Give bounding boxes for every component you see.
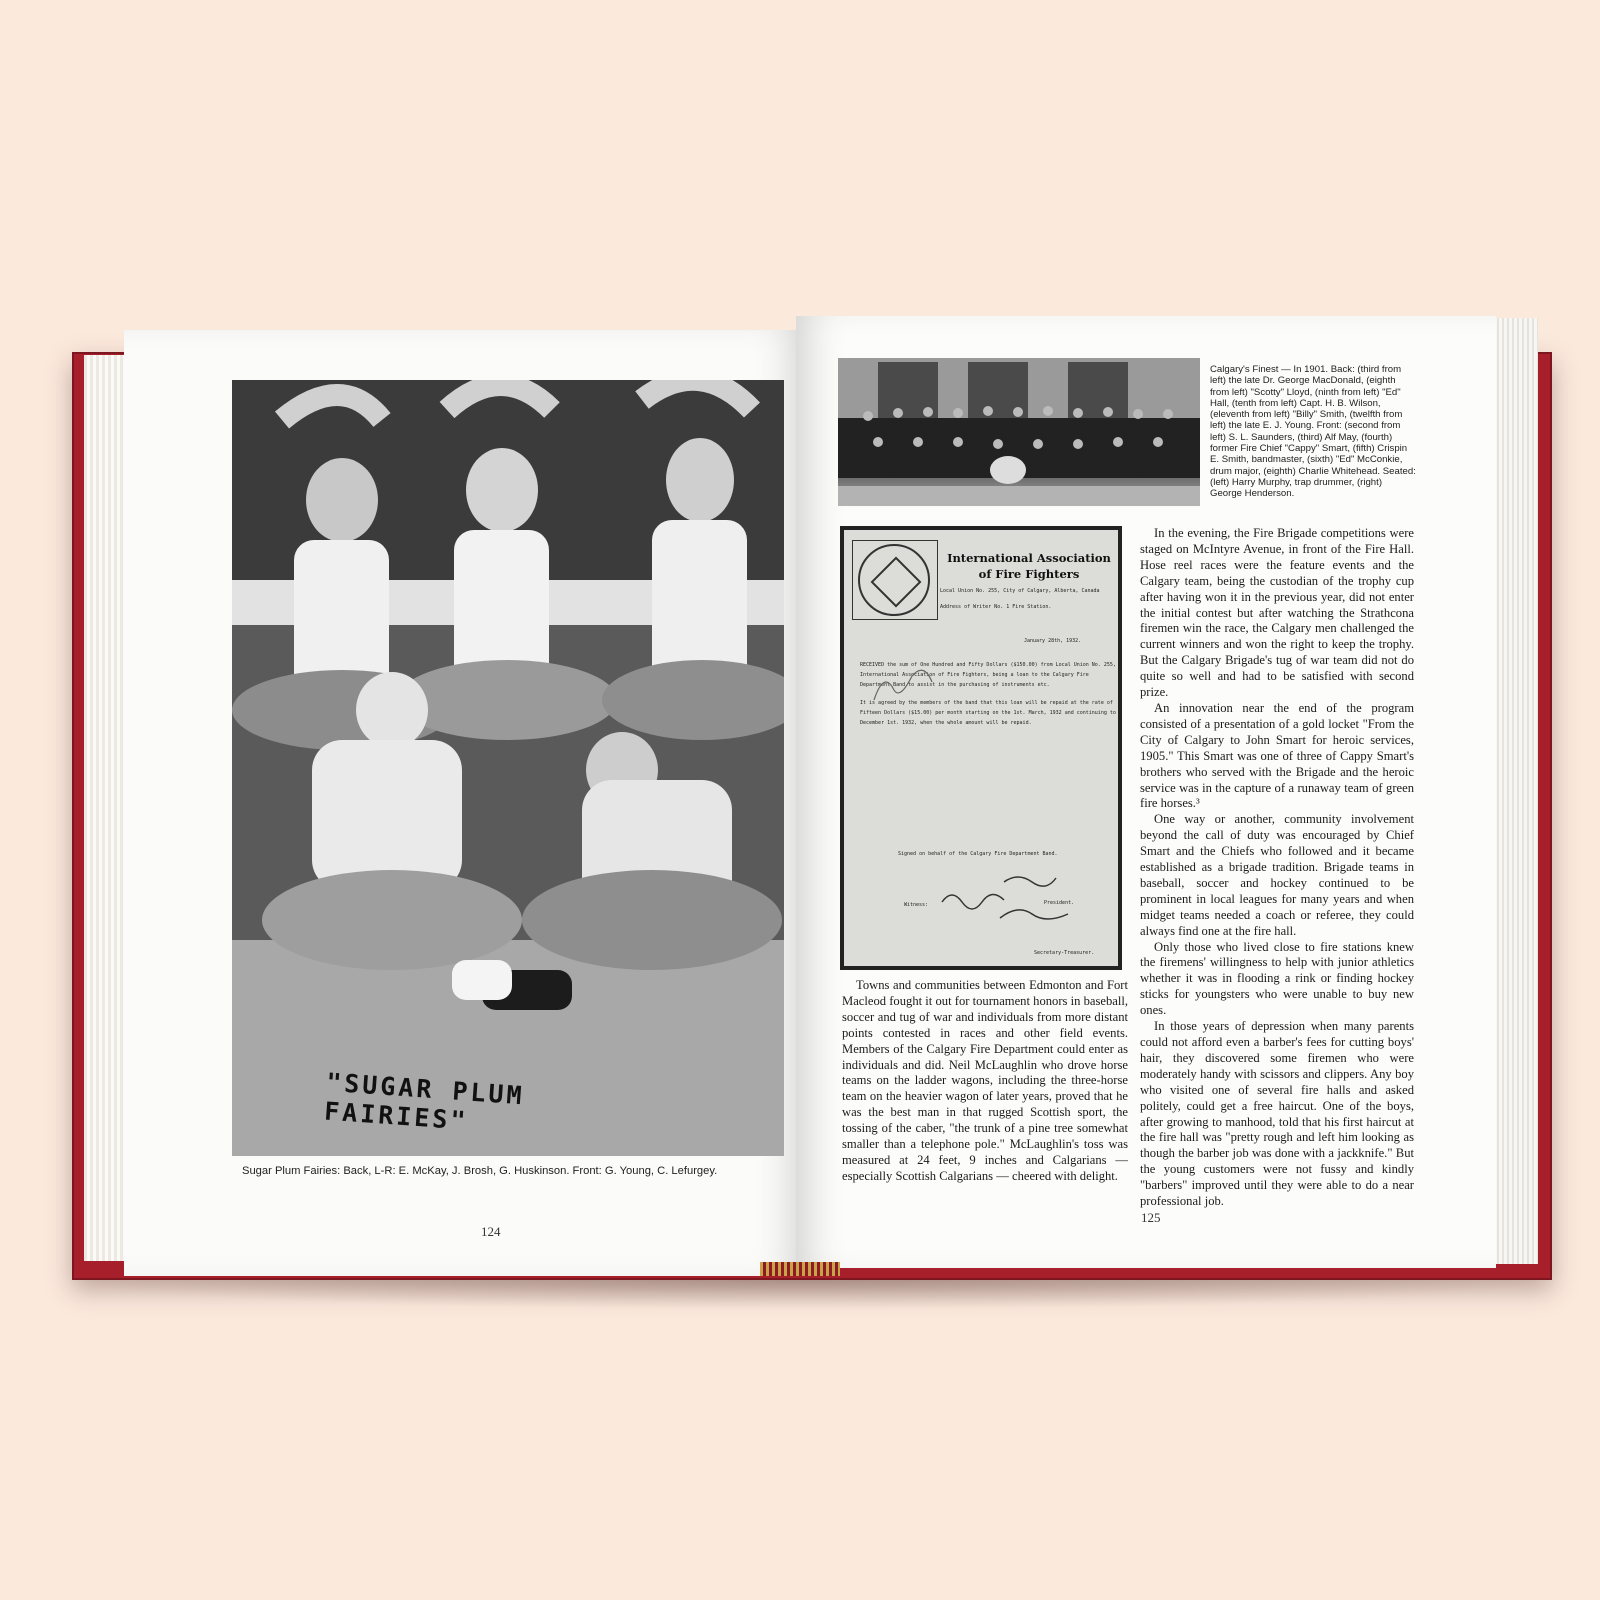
calgarys-finest-band-photo [838, 358, 1200, 506]
paragraph: One way or another, community involvement beyond the call of duty was encouraged by Chief Smart and the Chiefs who followed and it became established as a brigade tradition. Brigade teams in baseball, soccer and hockey continued to be prominent in local leagues for many years and when midget teams needed a coach or referee, they could always find one at the fire hall. [1140, 812, 1414, 938]
letterhead-address: Address of Writer No. 1 Fire Station. [940, 604, 1052, 610]
letterhead-subtitle: Local Union No. 255, City of Calgary, Alberta, Canada [940, 588, 1100, 594]
letterhead-title: International Association of Fire Fighters [947, 551, 1111, 581]
text-column-left [842, 978, 1128, 1185]
letter-witness-label: Witness: [904, 902, 929, 908]
letter-date: January 28th, 1932. [1024, 638, 1082, 644]
paragraph: Towns and communities between Edmonton and Fort Macleod fought it out for tournament honors in baseball, soccer and tug of war and individuals from more distant points contested in races and other field events. Members of the Calgary Fire Department could enter as individuals and did. Neil McLaughlin who drove horse teams on the ladder wagons, including the three-horse team on the heavier wagon of later years, proved that he was the best man in that rugged Scottish sport, the tossing of the caber, "the trunk of a pine tree somewhat smaller than a telephone pole." McLaughlin's toss was measured at 24 feet, 9 inches and Calgarians — especially Scottish Calgarians — cheered with delight. [842, 978, 1128, 1183]
page-number-left: 124 [481, 1224, 501, 1239]
loan-receipt-letter [840, 526, 1122, 970]
paragraph: In those years of depression when many parents could not afford even a barber's fees for cutting boys' hair, they discovered some firemen who were moderately handy with scissors and clippers. Any boy who visited one of several fire halls and asked politely, could get a free haircut. One of the boys, after growing to manhood, told that his first haircut at the fire hall was "pretty rough and left him looking as though the barber job was done with a jackknife." But the young customers were not fussy and kindly "barbers" improved until they were able to do a near professional job. [1140, 1019, 1414, 1209]
spine-headband [760, 1262, 840, 1276]
letter-signatures [844, 530, 1126, 974]
band-photo-caption: Calgary's Finest — In 1901. Back: (third from left) the late Dr. George MacDonald, (eighth from left) "Scotty" Lloyd, (ninth from left) "Ed" Hall, (tenth from left) Capt. H. B. Wilson, (eleventh from left) "Billy" Smith, (twelfth from left) the late E. J. Young. Front: (second from left) S. L. Saunders, (third) Alf May, (fourth) former Fire Chief "Cappy" Smart, (fifth) Crispin E. Smith, bandmaster, (sixth) "Ed" McConkie, drum major, (eighth) Charlie Whitehead. Seated: (left) Harry Murphy, trap drummer, (right) George Henderson. [1210, 364, 1416, 500]
photo-handwritten-title: "SUGAR PLUM FAIRIES" [323, 1067, 526, 1136]
left-photo-caption: Sugar Plum Fairies: Back, L-R: E. McKay, J. Brosh, G. Huskinson. Front: G. Young, C. Lefurgey. [242, 1165, 718, 1177]
letter-body-paragraph-1: RECEIVED the sum of One Hundred and Fifty Dollars ($150.00) from Local Union No. 255, International Association of Fire Fighters, being a loan to the Calgary Fire Department Band to assist in the purchasing of instruments etc. [860, 662, 1116, 688]
letter-president-label: President. [1044, 900, 1075, 906]
paragraph: Only those who lived close to fire stations knew the firemens' willingness to help with junior athletics whether it was in flooding a rink or finding hockey sticks for youngsters who were unable to buy new ones. [1140, 939, 1414, 1018]
paragraph: An innovation near the end of the program consisted of a presentation of a gold locket "From the City of Calgary to John Smart for heroic services, 1905." This Smart was one of three of Cappy Smart's brothers who served with the Brigade and the heroic service was in the capture of a runaway team of green fire horses.³ [1140, 700, 1414, 811]
page-number-right: 125 [1141, 1210, 1161, 1225]
paragraph: In the evening, the Fire Brigade competitions were staged on McIntyre Avenue, in front of the Fire Hall. Hose reel races were the feature events and the Calgary team, being the custodian of the trophy cup after having won it in the previous year, did not enter the initial contest but after watching the Strathcona firemen win the race, the Calgary men challenged the current winners and won the right to keep the trophy. But the Calgary Brigade's tug of war team did not do quite so well and had to be satisfied with second prize. [1140, 526, 1414, 700]
sugar-plum-fairies-photo [232, 380, 784, 1156]
text-column-right [1140, 526, 1414, 1210]
letter-secretary-label: Secretary-Treasurer. [1034, 950, 1095, 956]
letter-body-paragraph-2: It is agreed by the members of the band that this loan will be repaid at the rate of Fifteen Dollars ($15.00) per month starting on the 1st. March, 1932 and continuing to December 1st. 1932, when the whole amount will be repaid. [860, 700, 1116, 726]
letter-signed-line: Signed on behalf of the Calgary Fire Department Band. [898, 851, 1058, 857]
